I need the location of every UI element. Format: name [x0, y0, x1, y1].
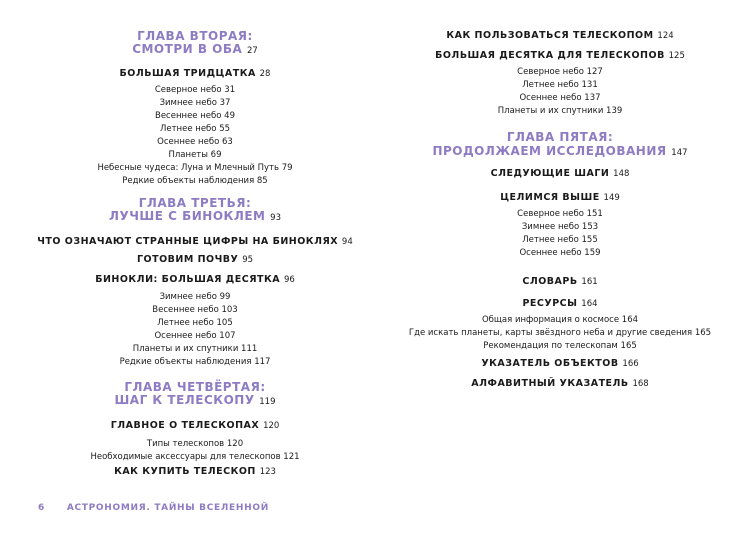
entry-title: Осеннее небо: [519, 248, 582, 258]
entry-title: ГЛАВА ПЯТАЯ:: [506, 130, 614, 144]
entry-page-number: 139: [606, 106, 623, 116]
entry-page-number: 85: [256, 176, 268, 186]
subsection-entry: [0, 96, 390, 110]
section-heading: [400, 167, 720, 181]
subsection-entry: [0, 303, 390, 317]
entry-title: БОЛЬШАЯ ДЕСЯТКА ДЛЯ ТЕЛЕСКОПОВ: [435, 50, 665, 61]
entry-page-number: 95: [242, 255, 254, 265]
entry-page-number: 99: [219, 292, 231, 302]
chapter-heading: [400, 144, 720, 160]
entry-page-number: 96: [283, 275, 295, 285]
entry-page-number: 55: [219, 124, 231, 134]
entry-page-number: 127: [586, 67, 603, 77]
subsection-entry: [400, 220, 720, 234]
section-heading: [0, 67, 390, 81]
entry-page-number: 79: [281, 163, 293, 173]
entry-title: СМОТРИ В ОБА: [132, 42, 243, 56]
entry-page-number: 168: [632, 379, 649, 389]
section-heading: [400, 357, 720, 371]
subsection-entry: [400, 207, 720, 221]
chapter-heading: [0, 42, 390, 58]
entry-page-number: 28: [259, 69, 271, 79]
entry-page-number: 93: [270, 213, 281, 223]
entry-title: КАК ПОЛЬЗОВАТЬСЯ ТЕЛЕСКОПОМ: [446, 30, 654, 41]
entry-title: Зимнее небо: [521, 222, 580, 232]
subsection-entry: [0, 174, 390, 188]
entry-title: РЕСУРСЫ: [522, 298, 578, 309]
entry-title: Планеты и их спутники: [132, 344, 239, 354]
entry-title: ГЛАВА ВТОРАЯ:: [137, 29, 253, 43]
entry-title: УКАЗАТЕЛЬ ОБЪЕКТОВ: [481, 358, 619, 369]
subsection-entry: [400, 104, 720, 118]
entry-page-number: 148: [613, 169, 630, 179]
entry-title: Небесные чудеса: Луна и Млечный Путь: [97, 163, 280, 173]
entry-page-number: 166: [622, 359, 639, 369]
entry-page-number: 119: [259, 397, 276, 407]
section-heading: [400, 29, 720, 43]
entry-title: Осеннее небо: [154, 331, 217, 341]
entry-page-number: 161: [581, 277, 598, 287]
subsection-entry: [0, 329, 390, 343]
subsection-entry: [400, 246, 720, 260]
entry-title: Планеты и их спутники: [497, 106, 604, 116]
entry-title: Осеннее небо: [519, 93, 582, 103]
subsection-entry: [0, 450, 390, 464]
entry-page-number: 105: [216, 318, 233, 328]
subsection-entry: [0, 161, 390, 175]
entry-page-number: 49: [224, 111, 235, 121]
subsection-entry: [0, 122, 390, 136]
entry-page-number: 120: [263, 421, 280, 431]
entry-page-number: 147: [671, 148, 688, 158]
entry-title: ШАГ К ТЕЛЕСКОПУ: [114, 393, 255, 407]
entry-page-number: 165: [620, 341, 637, 351]
subsection-entry: [0, 148, 390, 162]
entry-title: ПРОДОЛЖАЕМ ИССЛЕДОВАНИЯ: [432, 144, 667, 158]
entry-title: Весеннее небо: [152, 305, 219, 315]
entry-page-number: 125: [668, 51, 685, 61]
subsection-entry: [400, 233, 720, 247]
subsection-entry: [0, 290, 390, 304]
entry-title: ГОТОВИМ ПОЧВУ: [136, 254, 239, 265]
entry-title: ЦЕЛИМСЯ ВЫШЕ: [500, 192, 600, 203]
section-heading: [0, 235, 390, 249]
entry-title: ЛУЧШЕ С БИНОКЛЕМ: [109, 209, 266, 223]
entry-page-number: 121: [283, 452, 300, 462]
entry-title: Типы телескопов: [146, 439, 225, 449]
subsection-entry: [400, 65, 720, 79]
entry-page-number: 117: [254, 357, 271, 367]
entry-title: КАК КУПИТЬ ТЕЛЕСКОП: [114, 466, 256, 477]
chapter-heading: [0, 380, 390, 394]
running-title: АСТРОНОМИЯ. ТАЙНЫ ВСЕЛЕННОЙ: [66, 503, 269, 513]
entry-title: ГЛАВА ТРЕТЬЯ:: [138, 196, 252, 210]
entry-title: Редкие объекты наблюдения: [119, 357, 252, 367]
subsection-entry: [400, 339, 720, 353]
entry-title: АЛФАВИТНЫЙ УКАЗАТЕЛЬ: [471, 378, 629, 389]
entry-title: Северное небо: [517, 209, 584, 219]
entry-page-number: 159: [584, 248, 601, 258]
entry-page-number: 63: [221, 137, 233, 147]
entry-title: Летнее небо: [522, 80, 579, 90]
entry-title: Северное небо: [517, 67, 584, 77]
entry-title: Летнее небо: [157, 318, 214, 328]
chapter-heading: [0, 393, 390, 409]
chapter-heading: [0, 196, 390, 210]
subsection-entry: [400, 326, 720, 340]
page-footer: [38, 503, 269, 513]
entry-page-number: 94: [341, 237, 353, 247]
section-heading: [0, 419, 390, 433]
chapter-heading: [400, 130, 720, 144]
subsection-entry: [0, 437, 390, 451]
entry-page-number: 151: [586, 209, 603, 219]
section-heading: [400, 49, 720, 63]
entry-title: Летнее небо: [159, 124, 217, 134]
entry-title: СЛЕДУЮЩИЕ ШАГИ: [490, 168, 610, 179]
subsection-entry: [0, 135, 390, 149]
section-heading: [400, 297, 720, 311]
entry-title: Планеты: [168, 150, 208, 160]
entry-title: Общая информация о космосе: [481, 315, 620, 325]
subsection-entry: [400, 313, 720, 327]
entry-title: Осеннее небо: [157, 137, 220, 147]
entry-page-number: 155: [581, 235, 598, 245]
subsection-entry: [0, 316, 390, 330]
subsection-entry: [0, 109, 390, 123]
entry-page-number: 103: [221, 305, 238, 315]
entry-title: СЛОВАРЬ: [522, 276, 578, 287]
entry-title: ЧТО ОЗНАЧАЮТ СТРАННЫЕ ЦИФРЫ НА БИНОКЛЯХ: [37, 236, 339, 247]
section-heading: [0, 465, 390, 479]
entry-page-number: 27: [246, 46, 258, 56]
subsection-entry: [0, 83, 390, 97]
entry-page-number: 37: [219, 98, 231, 108]
section-heading: [400, 377, 720, 391]
entry-title: Северное небо: [154, 85, 222, 95]
entry-title: Рекомендация по телескопам: [483, 341, 618, 351]
entry-title: БИНОКЛИ: БОЛЬШАЯ ДЕСЯТКА: [95, 274, 281, 285]
subsection-entry: [400, 78, 720, 92]
chapter-heading: [0, 209, 390, 225]
entry-title: Зимнее небо: [159, 292, 217, 302]
entry-page-number: 120: [226, 439, 244, 449]
section-heading: [400, 275, 720, 289]
entry-title: Где искать планеты, карты звёздного неба и другие сведения: [408, 328, 693, 338]
subsection-entry: [400, 91, 720, 105]
entry-page-number: 69: [210, 150, 222, 160]
entry-page-number: 111: [241, 344, 258, 354]
entry-title: Зимнее небо: [159, 98, 217, 108]
section-heading: [0, 253, 390, 267]
entry-page-number: 149: [603, 193, 620, 203]
entry-page-number: 137: [584, 93, 601, 103]
entry-page-number: 107: [219, 331, 236, 341]
entry-page-number: 165: [694, 328, 712, 338]
section-heading: [400, 191, 720, 205]
entry-title: Весеннее небо: [155, 111, 222, 121]
subsection-entry: [0, 342, 390, 356]
entry-page-number: 153: [581, 222, 599, 232]
section-heading: [0, 273, 390, 287]
page-number: 6: [38, 503, 45, 513]
entry-page-number: 31: [224, 85, 236, 95]
entry-title: Редкие объекты наблюдения: [122, 176, 255, 186]
entry-title: ГЛАВНОЕ О ТЕЛЕСКОПАХ: [110, 420, 260, 431]
entry-page-number: 164: [621, 315, 639, 325]
chapter-heading: [0, 29, 390, 43]
entry-title: Необходимые аксессуары для телескопов: [90, 452, 281, 462]
subsection-entry: [0, 355, 390, 369]
entry-title: ГЛАВА ЧЕТВЁРТАЯ:: [124, 380, 266, 394]
entry-page-number: 164: [581, 299, 598, 309]
entry-page-number: 123: [259, 467, 276, 477]
entry-title: Летнее небо: [522, 235, 579, 245]
entry-title: БОЛЬШАЯ ТРИДЦАТКА: [119, 68, 256, 79]
entry-page-number: 131: [581, 80, 598, 90]
entry-page-number: 124: [657, 31, 674, 41]
